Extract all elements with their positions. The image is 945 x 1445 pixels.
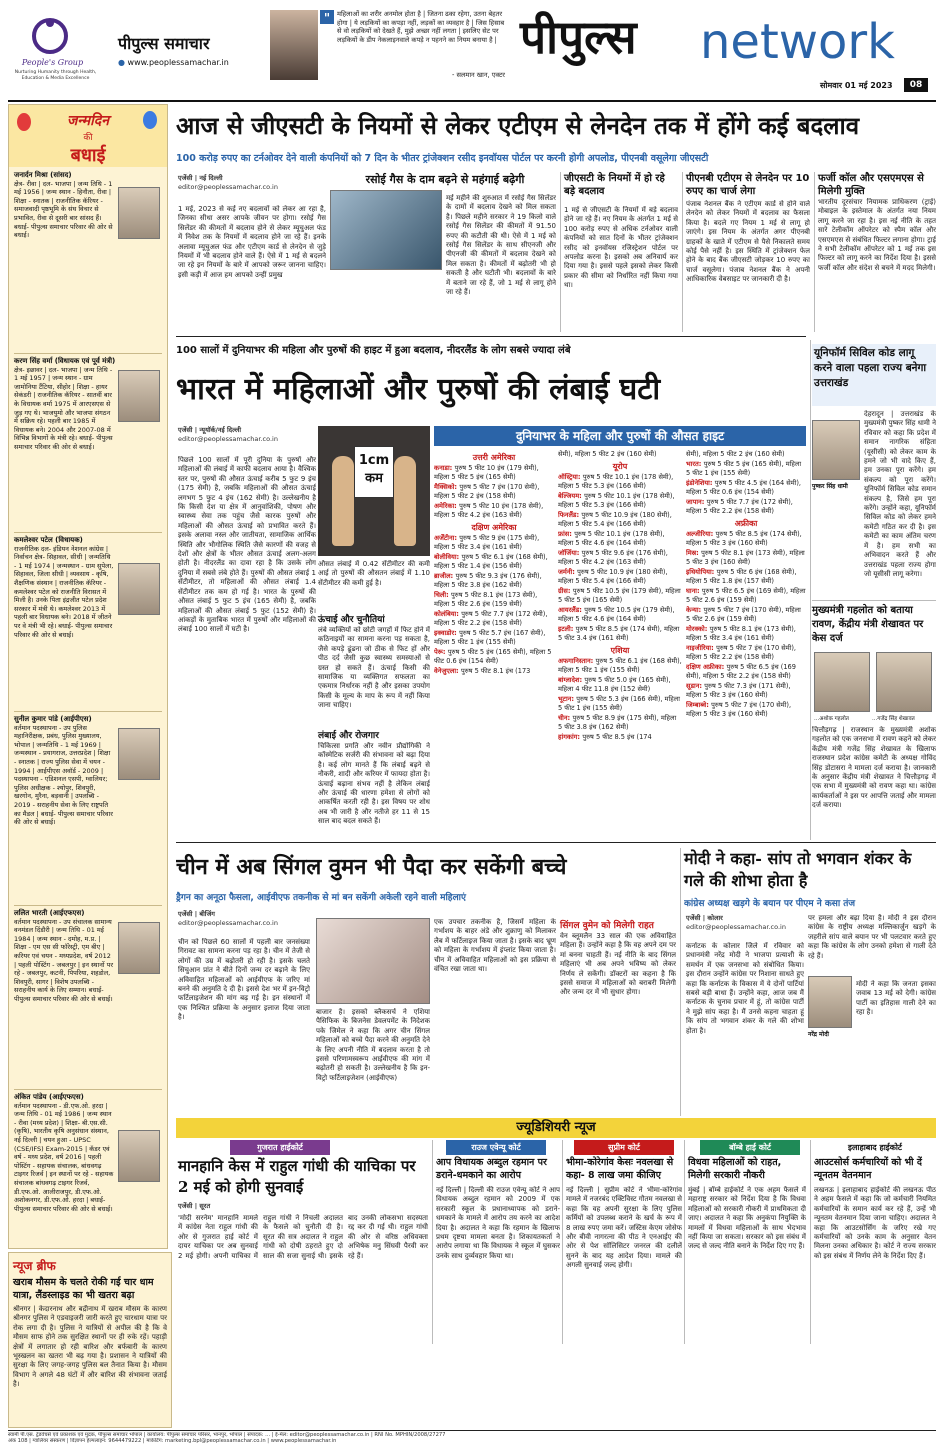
imprint-line-1: स्वामी पी.एस. ट्रेडवेंचर्स एवं प्रकाशक एवं मुद्रक, पीपुल्स समाचार भोपाल | कार्यालय: पीपुल्स समाचार परिसर, भानपुर, भोपाल | संपादक: ... | ई-मेल: editor@peoplessamachar.co.in | RNI No. MPHIN/2008/27277	[8, 1432, 446, 1438]
country-height-row	[686, 644, 806, 662]
country-name: केन्या:	[686, 606, 704, 614]
single-woman-headline: सिंगल वुमेन को मिलेगी राहत	[560, 921, 654, 931]
modi-body-1: कर्नाटक के कोलार जिले में रविवार को प्रधानमंत्री नरेंद्र मोदी ने भाजपा प्रत्याशी के समर्थन में एक जनसभा को संबोधित किया। इस दौरान उन्होंने कांग्रेस पर निशाना साधते हुए कहा कि कर्नाटक के विकास में ये दोनों पार्टियां सबसे बड़ी बाधा हैं। उन्होंने कहा, आज जब मैं कर्नाटक के चुनाव प्रचार में हूं, तो कांग्रेस पार्टी ने मुझे सांप कहा है। मैं उनसे कहना चाहता हूं कि सांप तो भगवान शंकर के गले की शोभा होता है।	[686, 942, 804, 1035]
region-heading: यूरोप	[612, 462, 628, 471]
country-height-values: पुरुष 5 फीट 6.1 इंच (168 सेमी), महिला 5 फीट 1 इंच (155 सेमी)	[558, 657, 682, 674]
country-height-row	[686, 568, 806, 586]
height-body-2: औसत लंबाई में 0.42 सेंटीमीटर की कमी आई तो पुरुषों की औसतन लंबाई में 1.10 सेंटीमीटर की कमी हुई है।	[318, 560, 430, 587]
country-height-values: पुरुष 5 फीट 7 इंच (170 सेमी), महिला 5 फीट 2.2 इंच (158 सेमी)	[686, 644, 797, 661]
gehlot-body: चित्तौड़गढ़ | राजस्थान के मुख्यमंत्री अशोक गहलोत को एक जनसभा में रावण कहने को लेकर केंद्रीय मंत्री गजेंद्र सिंह शेखावत के खिलाफ राजस्थान प्रदेश कांग्रेस कमेटी के अध्यक्ष गोविंद सिंह डोटासरा ने मामला दर्ज कराया है। जानकारी के अनुसार केंद्रीय मंत्री शेखावत ने चित्तौड़गढ़ में एक सभा में मुख्यमंत्री को रावण कहा था। कांग्रेस कार्यकर्ताओं ने इस पर आपत्ति जताई और मामला दर्ज कराया।	[812, 726, 936, 810]
country-height-values: पुरुष 5 फीट 8.1 इंच (173	[460, 667, 531, 675]
country-height-row	[434, 629, 554, 647]
modi-body-3: मोदी ने कहा कि जनता इसका जवाब 13 मई को देगी। कांग्रेस पार्टी का इतिहास गाली देने का रहा है।	[856, 980, 936, 1017]
region-heading: अफ्रीका	[734, 519, 758, 528]
birthday-header	[9, 105, 167, 167]
modi-byline-place: एजेंसी | कोलार	[686, 914, 723, 922]
country-height-values: पुरुष 5 फीट 10.5 इंच (179 सेमी), महिला 5 फीट 5 इंच (165 सेमी)	[558, 587, 681, 604]
fake-call-headline: फर्जी कॉल और एसएमएस से मिलेगी मुक्ति	[818, 173, 924, 197]
country-height-values: पुरुष 5 फीट 10 इंच (178 सेमी), महिला 5 फीट 4.2 इंच (163 सेमी)	[434, 502, 544, 519]
judiciary-banner-title: ज्यूडिशियरी न्यूज	[516, 1120, 596, 1135]
pnb-headline: पीएनबी एटीएम से लेनदेन पर 10 रुपए का चार्ज लेगा	[686, 173, 810, 197]
allahabad-headline: आउटसोर्स कर्मचारियों को भी दें न्यूनतम वेतनमान	[814, 1157, 922, 1181]
ucc-headline: यूनिफॉर्म सिविल कोड लागू करने वाला पहला राज्य बनेगा उत्तराखंड	[812, 344, 936, 406]
person-name: करण सिंह वर्मा (विधायक एवं पूर्व मंत्री)	[14, 357, 116, 365]
person-details: क्षेत्र- इछावर | दल- भाजपा | जन्म तिथि - 1 मई 1957 | जन्म स्थान - ग्राम जामोनिया टैंटिया, सीहोर | शिक्षा - हायर सेकंडरी | राजनीतिक कॅरियर - सातवीं बार के विधायक वर्मा 1975 में आरएसएस से जुड़ गए थे। भाजयुमो और भाजपा संगठन में सक्रिय रहे। पहली बार 1985 में विधायक बने। 2004 और 2007-08 में विभिन्न विभागों के मंत्री रहे। बधाई- पीपुल्स समाचार परिवार की ओर से बधाई।	[14, 365, 113, 451]
country-name: भारत:	[686, 460, 704, 468]
country-height-row	[558, 568, 682, 586]
country-height-row	[686, 549, 806, 567]
column-rule	[682, 172, 683, 332]
bombay-headline: विधवा महिलाओं को राहत, मिलेगी सरकारी नौकरी	[688, 1157, 782, 1181]
avg-height-col2	[558, 450, 682, 840]
news-brief-body: श्रीनगर | केदारनाथ और बद्रीनाथ में खराब मौसम के कारण श्रीनगर पुलिस ने एडवाइजरी जारी करते हुए चारधाम यात्रा पर रोक लगा दी है। पुलिस ने यात्रियों से अपील की है कि वे मौसम साफ होने तक सुरक्षित स्थानों पर ही रुके रहें। पहाड़ी क्षेत्रों में लगातार हो रही बारिश और बर्फबारी के कारण भूस्खलन का खतरा भी बढ़ गया है। प्रशासन ने यात्रियों की सुरक्षा के लिए जगह-जगह पुलिस बल तैनात किया है। मौसम विभाग ने अगले 48 घंटों में और बारिश की संभावना जताई है।	[13, 1305, 167, 1389]
balloon-icon	[17, 113, 31, 131]
person-photo	[118, 187, 160, 239]
country-height-values: पुरुष 5 फीट 8.1 इंच (173 सेमी), महिला 5 फीट 3 इंच (160 सेमी)	[686, 549, 805, 566]
country-name: जॉर्जिया:	[558, 549, 582, 557]
country-name: ब्राजील:	[434, 572, 456, 580]
atm-photo	[330, 190, 442, 270]
person-name: कमलेश्वर पटेल (विधायक)	[14, 536, 83, 544]
org-name: People's Group	[21, 58, 84, 67]
country-height-row	[686, 530, 806, 548]
china-body-2: बाजार है। इसको ब्लैकसर्च ने एशिया पैसिफिक के बिजनेस डेवलपमेंट के निदेशक पके जिमेल ने कहा कि अगर चीन सिंगल महिलाओं को बच्चे पैदा करने की अनुमति देने के लिए अपनी नीति में बदलाव करता है तो इससे परिणामस्वरूप आईवीएफ की मांग में बढ़ोतरी हो सकती है। उल्लेखनीय है कि इन-विट्रो फर्टिलाइजेशन (आईवीएफ)	[316, 1008, 430, 1082]
country-name: नाइजीरिया:	[686, 644, 717, 652]
country-height-row	[558, 473, 682, 491]
column-rule	[562, 1140, 563, 1344]
country-name: बांग्लादेश:	[558, 676, 585, 684]
china-byline	[178, 910, 328, 928]
person-details: क्षेत्र- रीवा | दल- भाजपा | जन्म तिथि - 1 मई 1956 | जन्म स्थान - हिनौता, रीवा | शिक्षा - स्नातक | राजनीतिक कॅरियर - समाजवादी पृष्ठभूमि के संघ विचार से प्रभावित, रीवा से दूसरी बार सांसद हैं। बधाई- पीपुल्स समाचार परिवार की ओर से बधाई।	[14, 179, 113, 240]
region-heading: उत्तरी अमेरिका	[472, 453, 516, 462]
lead-body-col1: 1 मई, 2023 से कई नए बदलावों को लेकर आ रहा है, जिनका सीधा असर आपके जीवन पर होगा। रसोई गैस सिलेंडर की कीमतों में बदलाव होने से लेकर म्यूचुअल फंड में निवेश तक के नियमों में बदलाव होने जा रहे हैं। इनके अलावा म्यूचुअल फंड और एटीएम कार्ड से लेनदेन से जुड़े नियमों में भी बदलाव होने वाले हैं। ऐसे में 1 मई से बदलने जा रहे इन नियमों के बारे में आपको जरूर जानना चाहिए। इसी कड़ी में आज हम आपको उन्हीं प्रमुख	[178, 205, 326, 279]
birthday-entry	[14, 532, 162, 707]
brand-hindi: पीपुल्स	[520, 10, 637, 64]
country-name: फ्रांस:	[558, 530, 575, 538]
country-height-row	[686, 606, 806, 624]
birthday-entry	[14, 905, 162, 1085]
height-kicker: 100 सालों में दुनियाभर की महिला और पुरुषों की हाइट में हुआ बदलाव, नीदरलैंड के लोग सबसे ज्यादा लंबे	[176, 345, 571, 356]
country-height-values: पुरुष 5 फीट 8.1 इंच (173 सेमी), महिला 5 फीट 2.6 इंच (159 सेमी)	[434, 591, 538, 608]
country-height-values: पुरुष 5 फीट 5 इंच (165 सेमी), महिला 5 फीट 1 इंच (155 सेमी)	[686, 460, 802, 477]
country-name: अमेरिका:	[434, 502, 460, 510]
person-photo	[118, 1130, 160, 1182]
brand-network: network	[700, 14, 895, 70]
news-brief-title: न्यूज ब्रीफ	[13, 1259, 56, 1273]
sc-tag: सुप्रीम कोर्ट	[574, 1140, 674, 1155]
column-rule	[432, 1140, 433, 1344]
country-height-values: पुरुष 5 फीट 4.5 इंच (164 सेमी), महिला 5 फीट 0.6 इंच (154 सेमी)	[686, 479, 802, 496]
country-height-row	[558, 733, 682, 742]
salman-khan-photo	[270, 10, 318, 80]
country-height-row	[558, 549, 682, 567]
china-byline-email: editor@peoplessamachar.co.in	[178, 919, 278, 927]
birthday-entry	[14, 1089, 162, 1249]
country-name: हांगकांग:	[558, 733, 583, 741]
country-height-values: पुरुष 5 फीट 5.0 इंच (165 सेमी), महिला 4 फीट 11.8 इंच (152 सेमी)	[558, 676, 671, 693]
silhouette-left-icon	[332, 456, 354, 546]
height-sub-2: लंबाई और रोजगार	[318, 731, 379, 741]
country-height-row	[558, 714, 682, 732]
gujarat-byline: एजेंसी | सूरत	[178, 1202, 211, 1210]
country-height-values: पुरुष 5 फीट 7.7 इंच (172 सेमी), महिला 5 फीट 2.2 इंच (158 सेमी)	[434, 610, 548, 627]
news-brief	[8, 1252, 172, 1428]
sc-headline: भीमा-कोरेगांव केसः नवलखा से कहा- 8 लाख जमा कीजिए	[566, 1157, 674, 1181]
country-height-values: पुरुष 5 फीट 6.1 इंच (168 सेमी), महिला 5 फीट 1.4 इंच (156 सेमी)	[434, 553, 548, 570]
shekhawat-photo	[876, 652, 932, 712]
balloon-icon-2	[143, 111, 157, 129]
masthead	[0, 0, 945, 100]
country-height-row	[558, 530, 682, 548]
paper-small-name: पीपुल्स समाचार	[118, 34, 210, 53]
china-byline-place: एजेंसी | बीजिंग	[178, 910, 215, 918]
modi-body-2: पर हमला और बढ़ा दिया है। मोदी ने इस दौरान कांग्रेस के राष्ट्रीय अध्यक्ष मल्लिकार्जुन खड़गे के जहरीले सांप वाले बयान पर भी पलटवार करते हुए कहा कि कांग्रेस के लोग उनको हमेशा से गाली देते रहे हैं।	[808, 914, 936, 960]
lead-byline-place: एजेंसी | नई दिल्ली	[178, 174, 223, 182]
country-height-row	[558, 625, 682, 643]
country-height-row	[686, 663, 806, 681]
height-body-4: चिकित्सा प्रगति और नवीन प्रौद्योगिकी ने कॉस्मेटिक सर्जरी की संभावना को बढ़ा दिया है। कई लोग मानते हैं कि लंबाई बढ़ने से नौकरी, शादी और करियर में फायदा होता है। ऊंचाई बढ़ाना संभव नहीं है लेकिन लंबाई और ऊंचाई की धारणा हमेशा से लोगों को आकर्षित करती रही है। इस विषय पर शोध अब भी जारी है और नतीजे हर 11 से 15 साल बाद बदल सकते हैं।	[318, 742, 430, 826]
country-name: अल्जीरिया:	[686, 530, 716, 538]
country-name: भूटान:	[558, 695, 577, 703]
country-name: अफगानिस्तान:	[558, 657, 596, 665]
country-height-row	[686, 587, 806, 605]
country-height-row	[434, 591, 554, 609]
lpg-headline: रसोई गैस के दाम बढ़ने से महंगाई बढ़ेगी	[365, 173, 525, 186]
country-name: जिम्बाब्वे:	[686, 701, 712, 709]
country-height-values: पुरुष 5 फीट 7 इंच (170 सेमी), महिला 5 फीट 3 इंच (160 सेमी)	[686, 701, 792, 718]
country-height-values: पुरुष 5 फीट 8.5 इंच (174	[582, 733, 652, 741]
country-name: चिली:	[434, 591, 452, 599]
modi-caption: नरेंद्र मोदी	[808, 1031, 829, 1038]
country-height-values: पुरुष 5 फीट 6.5 इंच (169 सेमी), महिला 5 फीट 2.6 इंच (159 सेमी)	[686, 587, 806, 604]
height-byline	[178, 426, 318, 444]
country-height-values: पुरुष 5 फीट 10.1 इंच (178 सेमी), महिला 5 फीट 5.3 इंच (166 सेमी)	[558, 492, 675, 509]
country-name: मिस्र:	[686, 549, 702, 557]
section-rule	[176, 336, 806, 337]
country-height-values: पुरुष 5 फीट 9.6 इंच (176 सेमी), महिला 5 फीट 4.2 इंच (163 सेमी)	[558, 549, 668, 566]
bombay-body: मुंबई | बॉम्बे हाईकोर्ट ने एक अहम फैसले में महाराष्ट्र सरकार को निर्देश दिया है कि विधवा महिलाओं को सरकारी नौकरी में प्राथमिकता दी जाए। अदालत ने कहा कि अनुकंपा नियुक्ति के मामलों में विधवा महिलाओं के साथ भेदभाव नहीं किया जा सकता। सरकार को इस संबंध में जल्द से जल्द नीति बनाने के निर्देश दिए गए हैं।	[688, 1186, 806, 1251]
country-height-row	[686, 479, 806, 497]
imprint-line-2: अंक 108 | ग्वालियर संस्करण | विज्ञापन हेल्पलाइन: 9644479222 | मार्केटिंग: marketing.bpl@peoplessamachar.co.in | www.peoplessamachar.in	[8, 1438, 337, 1444]
masthead-rule	[8, 100, 936, 102]
birthday-title-1: जन्मदिन	[66, 113, 110, 129]
country-name: सूडान:	[686, 682, 705, 690]
country-height-row	[558, 492, 682, 510]
country-height-values: पुरुष 5 फीट 6 इंच (168 सेमी), महिला 5 फीट 1.8 इंच (157 सेमी)	[686, 568, 797, 585]
country-height-row	[434, 534, 554, 552]
person-photo	[118, 728, 160, 780]
country-height-row	[558, 606, 682, 624]
country-height-values: पुरुष 5 फीट 10.9 इंच (180 सेमी), महिला 5 फीट 5.4 इंच (166 सेमी)	[558, 568, 668, 585]
country-height-values: पुरुष 5 फीट 5.3 इंच (166 सेमी), महिला 5 फीट 1 इंच (155 सेमी)	[558, 695, 680, 712]
person-details: राजनीतिक दल- इंडियन नेशनल कांग्रेस | निर्वाचन क्षेत्र- सिहावल, सीधी | जन्मतिथि - 1 मई 1974 | जन्मस्थान - ग्राम सुपेला, सिहावल, जिला सीधी | व्यवसाय - कृषि, शैक्षणिक संस्थान | राजनीतिक कॅरियर - कमलेश्वर पटेल को राजनीति विरासत में मिली है। उनके पिता इंद्रजीत पटेल प्रदेश सरकार में मंत्री थे। कमलेश्वर 2013 में पहली बार विधायक बने। 2018 में जीतने पर वे मंत्री भी रहे। बधाई- पीपुल्स समाचार परिवार की ओर से बधाई।	[14, 544, 114, 639]
birthday-list	[9, 167, 167, 1249]
region-heading: दक्षिण अमेरिका	[471, 523, 517, 532]
country-height-row	[558, 657, 682, 675]
country-height-row	[434, 502, 554, 520]
country-height-values: सेमी), महिला 5 फीट 2 इंच (160 सेमी)	[686, 450, 785, 458]
country-name: जर्मनी:	[558, 568, 578, 576]
person-name: जनार्दन मिश्रा (सांसद)	[14, 171, 72, 179]
section-rule	[176, 842, 936, 843]
column-rule	[560, 172, 561, 332]
country-height-row	[434, 553, 554, 571]
height-body-3: लंबे व्यक्तियों को छोटी जगहों में फिट होने में कठिनाइयों का सामना करना पड़ सकता है, जैसे कपड़े ढूंढना जो ठीक से फिट हों और पीठ दर्द जैसी कुछ स्वास्थ्य समस्याओं से ग्रस्त हो सकते हैं। ऊंचाई किसी की सामाजिक या व्यक्तिगत सफलता का एकमात्र निर्धारक नहीं है और इसका उपयोग किसी के मूल्य के माप के रूप में नहीं किया जाना चाहिए।	[318, 626, 430, 710]
birthday-entry	[14, 353, 162, 528]
height-tag	[354, 446, 394, 498]
news-brief-headline: खराब मौसम के चलते रोकी गई चार धाम यात्रा, लैंडस्लाइड का भी खतरा बढ़ा	[13, 1277, 154, 1301]
avg-height-col1	[434, 450, 554, 840]
country-height-row	[434, 483, 554, 501]
sc-body: नई दिल्ली | सुप्रीम कोर्ट ने भीमा-कोरेगांव मामले में नजरबंद एक्टिविस्ट गौतम नवलखा से कहा कि वह अपनी सुरक्षा के लिए पुलिस कर्मियों को उपलब्ध कराने के खर्च के रूप में 8 लाख रुपए जमा करें। जस्टिस केएम जोसेफ और बीवी नागरत्ना की पीठ ने एनआईए की ओर से पेश सॉलिसिटर जनरल की दलीलें सुनने के बाद यह आदेश दिया। मामले की अगली सुनवाई जल्द होगी।	[566, 1186, 682, 1270]
gehlot-photo	[814, 652, 870, 712]
country-height-row	[434, 610, 554, 628]
celebrity-quote: महिलाओं का शरीर अनमोल होता है | जितना ढका रहेगा, उतना बेहतर होगा | ये लड़कियों का कपड़ा नहीं, लड़कों का व्यवहार है | जिस हिसाब से वो लड़कियों को देखते हैं, मुझे अच्छा नहीं लगता | इसलिए सेट पर लड़कियों के डीप नेकलाइनवाले कपड़े न पहनने का नियम बनाया है |	[337, 10, 505, 44]
country-name: घाना:	[686, 587, 702, 595]
country-name: इथियोपिया:	[686, 568, 717, 576]
country-height-values: पुरुष 5 फीट 8.9 इंच (175 सेमी), महिला 5 फीट 3.8 इंच (162 सेमी)	[558, 714, 677, 731]
country-height-row	[686, 701, 806, 719]
country-name: बोलीविया:	[434, 553, 462, 561]
quote-attribution: - सलमान खान, एक्टर	[451, 71, 505, 79]
country-height-values: पुरुष 5 फीट 5.7 इंच (167 सेमी), महिला 5 फीट 1 इंच (155 सेमी)	[434, 629, 546, 646]
person-details: वर्तमान पदस्थापना - डी.एफ.ओ. हरदा | जन्म तिथि - 01 मई 1986 | जन्म स्थान - रीवा (मध्य प्रदेश) | शिक्षा- बी.एस.सी. (कृषि), भारतीय कृषि अनुसंधान संस्थान, नई दिल्ली | चयन हुआ - UPSC (CSE/IFS) Exam-2015 | कॅडर एवं वर्ष - मध्य प्रदेश, वर्ष 2016 | पहली पोस्टिंग - सहायक संचालक, बांधवगढ़ टाइगर रिजर्व | इन स्थानों पर रहे - सहायक संचालक बांधवगढ़ टाइगर रिजर्व, डी.एफ.ओ. आलीराजपुर, डी.एफ.ओ. अशोकनगर, डी.एफ.ओ. हरदा | बधाई- पीपुल्स समाचार परिवार की ओर से बधाई।	[14, 1101, 114, 1213]
country-name: इक्वाडोर:	[434, 629, 460, 637]
paper-url	[118, 58, 268, 67]
column-rule	[684, 1140, 685, 1344]
section-rule	[812, 600, 936, 601]
person-photo	[118, 922, 160, 974]
country-height-row	[686, 450, 806, 459]
country-height-row	[686, 682, 806, 700]
country-height-row	[434, 648, 554, 666]
china-body-4: वेन ब्लूमलैन 33 साल की एक अविवाहित महिला हैं। उन्होंने कहा है कि वह अपने दम पर मां बनना चाहती हैं। नई नीति के बाद सिंगल महिलाएं भी अब अपने भविष्य को लेकर निर्णय ले सकेंगी। डॉक्टरों का कहना है कि इससे समाज में महिलाओं को बराबरी मिलेगी और जन्म दर में भी सुधार होगा।	[560, 932, 676, 997]
judiciary-banner	[176, 1118, 936, 1138]
person-photo	[118, 563, 160, 615]
china-headline: चीन में अब सिंगल वुमन भी पैदा कर सकेंगी बच्चे	[176, 854, 567, 880]
dhami-photo	[812, 420, 860, 480]
country-name: ऑस्ट्रिया:	[558, 473, 583, 481]
height-sub-1: ऊंचाई और चुनौतियां	[318, 615, 385, 625]
bombay-tag: बॉम्बे हाई कोर्ट	[700, 1140, 800, 1155]
gst-headline: जीएसटी के नियमों में हो रहे बड़े बदलाव	[564, 173, 665, 197]
china-subhead: ड्रैगन का अनूठा फैसला, आईवीएफ तकनीक से मां बन सकेंगी अकेली रहने वाली महिलाएं	[176, 893, 466, 903]
person-name: अंकित पांडेय (आईएफएस)	[14, 1093, 84, 1101]
height-body-1: पिछले 100 सालों में पूरी दुनिया के पुरुषों और महिलाओं की लंबाई में काफी बदलाव आया है। वैश्विक स्तर पर, पुरुषों की औसत ऊंचाई करीब 5 फुट 9 इंच (175 सेमी) है, जबकि महिलाओं की औसत ऊंचाई लगभग 5 फुट 4 इंच (162 सेमी) है। उल्लेखनीय है कि किसी देश या क्षेत्र में आनुवांशिकी, पोषण और स्वास्थ्य सेवा तक पहुंच जैसे कारक पुरुषों और महिलाओं की औसत ऊंचाई को प्रभावित करते हैं। इसके अलावा नस्ल और जातीयता, सामाजिक आर्थिक स्थिति और भौगोलिक स्थिति जैसे कारणों की वजह से देशों और क्षेत्रों के भीतर औसत ऊंचाई अलग-अलग होती है। नीदरलैंड का दावा रहा है कि उसके लोग दुनिया में सबसे लंबे होते हैं। पुरुषों की औसत लंबाई 1 सेंटीमीटर, तो महिलाओं की औसत लंबाई 1.4 सेंटीमीटर तक कम हो गई है। भारत के पुरुषों की औसत लंबाई 5 फुट 5 इंच (165 सेमी) है, जबकि महिलाओं की औसत लंबाई 5 फुट (152 सेमी) है। आंकड़ों के मुताबिक भारत में पुरुषों और महिलाओं की लंबाई 100 सालों में घटी है।	[178, 456, 316, 634]
modi-byline	[686, 914, 804, 932]
country-height-row	[558, 676, 682, 694]
country-height-values: पुरुष 5 फीट 10.1 इंच (178 सेमी), महिला 5 फीट 5.3 इंच (166 सेमी)	[558, 473, 674, 490]
country-height-values: पुरुष 5 फीट 8.1 इंच (173 सेमी), महिला 5 फीट 3.4 इंच (161 सेमी)	[686, 625, 796, 642]
ucc-body: देहरादून | उत्तराखंड के मुख्यमंत्री पुष्कर सिंह धामी ने रविवार को कहा कि प्रदेश में समान नागरिक संहिता (यूसीसी) को लेकर काम के हमने जो भी वादे किए हैं, हम उनका पूरा करेंगे। हम संकल्प को पूरा करेंगे। यूनिफॉर्म सिविल कोड समान संकल्प है, जिसे हम पूरा करेंगे। उन्होंने कहा, यूनिफॉर्म सिविल कोड को लेकर हमने कमेटी गठित कर दी है। इस कमेटी का काम अंतिम चरण में है। हम सभी का अभिवादन करते हैं और उत्तराखंड पहला राज्य होगा जो यूसीसी लागू करेगा।	[864, 410, 936, 578]
allahabad-tag: इलाहाबाद हाईकोर्ट	[848, 1143, 902, 1152]
height-headline: भारत में महिलाओं और पुरुषों की लंबाई घटी	[176, 372, 661, 407]
paper-url-text: www.peoplessamachar.in	[127, 58, 229, 67]
gst-body: 1 मई से जीएसटी के नियमों में बड़े बदलाव होने जा रहे हैं। नए नियम के अंतर्गत 1 मई से 100 करोड़ रुपए से अधिक टर्नओवर वाली कंपनियों को सात दिनों के भीतर ट्रांजेक्शन रसीद को इनवॉयस रजिस्ट्रेशन पोर्टल पर अपलोड करना है। इसको अब अनिवार्य कर दिया गया है। इससे पहले इसको लेकर किसी प्रकार की सीमा को निर्धारित नहीं किया गया था।	[564, 206, 678, 290]
china-body-1: चीन को पिछले 60 सालों में पहली बार जनसंख्या गिरावट का सामना करना पड़ रहा है। चीन में तेजी से लोगों की उम्र में बढ़ोतरी हो रही है। इसके चलते सिचुआन प्रांत ने बीते दिनों जन्म दर बढ़ाने के लिए अविवाहित महिलाओं को आईवीएफ के जरिए मां बनने की अनुमति दे दी है। इससे देश भर में इन-विट्रो फर्टिलाइजेशन की मांग बढ़ गई है। इन संस्थानों में एक निश्चित प्रक्रिया के अनुसार इलाज दिया जाता है।	[178, 938, 310, 1022]
country-height-values: सेमी), महिला 5 फीट 2 इंच (160 सेमी)	[558, 450, 657, 458]
birthday-entry	[14, 711, 162, 901]
country-name: इंडोनेशिया:	[686, 479, 715, 487]
delhi-headline: आप विधायक अब्दुल रहमान पर डराने-धमकाने का आरोप	[436, 1157, 547, 1181]
height-image	[318, 426, 430, 556]
country-name: कनाडा:	[434, 464, 455, 472]
country-height-row	[686, 625, 806, 643]
country-height-row	[558, 587, 682, 605]
birthday-entry	[14, 171, 162, 349]
country-name: अर्जेंटीना:	[434, 534, 460, 542]
country-name: ग्रीस:	[558, 587, 573, 595]
country-height-values: पुरुष 5 फीट 8.5 इंच (174 सेमी), महिला 5 फीट 3.4 इंच (161 सेमी)	[558, 625, 680, 642]
lead-byline	[178, 174, 328, 192]
gujarat-headline: मानहानि केस में राहुल गांधी की याचिका पर 2 मई को होगी सुनवाई	[178, 1157, 416, 1196]
modi-subhead: कांग्रेस अध्यक्ष खड़गे के बयान पर पीएम ने कसा तंज	[684, 899, 856, 909]
page-number: 08	[904, 78, 928, 92]
country-height-values: पुरुष 5 फीट 7 इंच (170 सेमी), महिला 5 फीट 2 इंच (158 सेमी)	[434, 483, 540, 500]
country-height-values: पुरुष 5 फीट 5 इंच (165 सेमी), महिला 5 फीट 0.6 इंच (154 सेमी)	[434, 648, 552, 665]
peoples-group-logo	[30, 16, 70, 56]
issue-date: सोमवार 01 मई 2023	[820, 81, 893, 90]
country-name: जापान:	[686, 498, 707, 506]
allahabad-body: लखनऊ | इलाहाबाद हाईकोर्ट की लखनऊ पीठ ने अहम फैसले में कहा कि जो कर्मचारी नियमित कर्मचारियों के समान कार्य कर रहे हैं, उन्हें भी न्यूनतम वेतनमान दिया जाना चाहिए। अदालत ने कहा कि आउटसोर्सिंग के जरिए रखे गए कर्मचारियों को उनके काम के अनुसार वेतन मिलना उनका अधिकार है। कोर्ट ने राज्य सरकार को इस संबंध में निर्णय लेने के निर्देश दिए हैं।	[814, 1186, 936, 1260]
modi-byline-email: editor@peoplessamachar.co.in	[686, 923, 786, 931]
lead-subhead: 100 करोड़ रुपए का टर्नओवर देने वाली कंपनियों को 7 दिन के भीतर ट्रांजेक्शन रसीद इनवॉयस पोर्टल पर करनी होगी अपलोड, पीएनबी वसूलेगा जीएसटी	[176, 153, 709, 164]
delhi-tag: राउज एवेन्यू कोर्ट	[446, 1140, 546, 1155]
country-name: दक्षिण अफ्रीका:	[686, 663, 727, 671]
globe-icon: ●	[118, 58, 125, 67]
gehlot-headline: मुख्यमंत्री गहलोत को बताया रावण, केंद्रीय मंत्री शेखावत पर केस दर्ज	[812, 605, 924, 644]
lpg-body: मई महीने की शुरुआत में रसोई गैस सिलेंडर के दामों में बदलाव देखने को मिल सकता है। पिछले महीने सरकार ने 19 किलो वाले रसोई गैस सिलेंडर की कीमतों में 91.50 रुपए की कटौती की थी। ऐसे में 1 मई को रसोई गैस सिलेंडर के साथ सीएनजी और पीएनजी की कीमतों में बदलाव देखने को मिल सकता है। कीमतों में बढ़ोतरी भी हो सकती है और घटौती भी। बदलावों के बारे में बताने जा रहे हैं, जो 1 मई से लागू होने जा रहे हैं।	[446, 194, 556, 297]
china-body-3: एक उपचार तकनीक है, जिसमें महिला के गर्भाशय के बाहर अंडे और शुक्राणु को मिलाकर लैब में फर्टिलाइज किया जाता है। इसके बाद भ्रूण को महिला के गर्भाशय में इंप्लांट किया जाता है। चीन में अविवाहित महिलाओं को इस प्रक्रिया से वंचित रखा जाता था।	[434, 918, 556, 974]
org-tagline: Nurturing Humanity through Health, Education & Media Excellence	[14, 70, 97, 81]
modi-headline: मोदी ने कहा- सांप तो भगवान शंकर के गले की शोभा होता है	[684, 849, 912, 890]
paper-small-logo	[118, 32, 268, 67]
country-height-row	[434, 572, 554, 590]
country-height-values: पुरुष 5 फीट 8.5 इंच (174 सेमी), महिला 5 फीट 3 इंच (160 सेमी)	[686, 530, 802, 547]
avg-height-title: दुनियाभर के महिला और पुरुषों की औसत हाइट	[434, 426, 806, 446]
country-height-values: पुरुष 5 फीट 10.9 इंच (180 सेमी), महिला 5 फीट 5.4 इंच (166 सेमी)	[558, 511, 672, 528]
birthday-sidebar	[8, 104, 168, 1249]
country-name: वेनेजुएला:	[434, 667, 461, 675]
height-tag-value: 1cm	[358, 453, 390, 468]
country-height-row	[686, 498, 806, 516]
country-height-values: पुरुष 5 फीट 7.3 इंच (171 सेमी), महिला 5 फीट 3 इंच (160 सेमी)	[686, 682, 791, 699]
pnb-body: पंजाब नेशनल बैंक ने एटीएम कार्ड से होने वाले लेनदेन को लेकर नियमों में बदलाव का फैसला किया है। बदले गए नियम 1 मई से लागू हो जाएंगे। इस नियम के अंतर्गत अगर पीएनबी ग्राहकों के खाते में एटीएम से पैसे निकालते समय कोई पैसे नहीं है। इस स्थिति में ट्रांजेक्शन फेल होने के बाद बैंक जीएसटी जोड़कर 10 रुपए का चार्ज वसूलेगा। पंजाब नेशनल बैंक ने अपनी आधिकारिक वेबसाइट पर जानकारी दी है।	[686, 200, 810, 284]
country-height-row	[434, 667, 554, 676]
country-height-values: पुरुष 5 फीट 9 इंच (175 सेमी), महिला 5 फीट 3.4 इंच (161 सेमी)	[434, 534, 540, 551]
column-rule	[814, 172, 815, 332]
gehlot-caption: ...अशोक गहलोत	[814, 716, 849, 722]
delhi-body: नई दिल्ली | दिल्ली की राउज एवेन्यू कोर्ट ने आप विधायक अब्दुल रहमान को 2009 में एक सरकारी स्कूल के प्रधानाध्यापक को डराने-धमकाने के मामले में आरोप तय करने का आदेश दिया है। अदालत ने कहा कि रहमान के खिलाफ प्रथम दृष्टया मामला बनता है। शिकायतकर्ता ने आरोप लगाया था कि विधायक ने स्कूल में घुसकर उनके साथ दुर्व्यवहार किया था।	[436, 1186, 560, 1260]
country-height-values: पुरुष 5 फीट 6.5 इंच (169 सेमी), महिला 5 फीट 2.2 इंच (158 सेमी)	[686, 663, 796, 680]
quote-mark-icon: "	[320, 10, 334, 24]
modi-photo	[808, 976, 852, 1028]
height-tag-label: कम	[365, 471, 383, 486]
country-name: मोरक्को:	[686, 625, 710, 633]
country-name: इटली:	[558, 625, 576, 633]
person-name: ललित भारती (आईएफएस)	[14, 909, 85, 917]
ivf-photo	[316, 918, 430, 1004]
country-height-row	[558, 450, 682, 459]
silhouette-right-icon	[394, 456, 416, 546]
country-height-values: पुरुष 5 फीट 7.7 इंच (172 सेमी), महिला 5 फीट 2.2 इंच (158 सेमी)	[686, 498, 793, 515]
gujarat-tag: गुजरात हाईकोर्ट	[230, 1140, 330, 1155]
country-name: बेल्जियम:	[558, 492, 585, 500]
fake-call-body: भारतीय दूरसंचार नियामक प्राधिकरण (ट्राई) मोबाइल के इस्तेमाल के अंतर्गत नया नियम लागू करने जा रहा है। इस नई नीति के तहत सारे टेलीकॉम ऑपरेटर को स्पैम कॉल और एसएमएस से संबंधित फिल्टर लगाना होगा। ट्राई ने सभी टेलीकॉम ऑपरेटर को 1 मई तक इस फिल्टर को लागू करने का निर्देश दिया है। इससे फर्जी कॉल और संदेश से बचने में मदद मिलेगी।	[818, 198, 936, 272]
country-height-values: पुरुष 5 फीट 10.5 इंच (179 सेमी), महिला 5 फीट 4.6 इंच (164 सेमी)	[558, 606, 675, 623]
country-name: पेरू:	[434, 648, 448, 656]
dhami-caption: पुष्कर सिंह धामी	[812, 483, 848, 490]
shekhawat-caption: ...गजेंद्र सिंह शेखावत	[872, 716, 915, 722]
region-heading: एशिया	[610, 646, 630, 655]
country-height-row	[558, 511, 682, 529]
column-rule	[810, 340, 811, 840]
country-height-values: पुरुष 5 फीट 7 इंच (170 सेमी), महिला 5 फीट 2.6 इंच (159 सेमी)	[686, 606, 801, 623]
country-height-row	[434, 464, 554, 482]
column-rule	[810, 1140, 811, 1344]
country-height-values: पुरुष 5 फीट 10 इंच (179 सेमी), महिला 5 फीट 5 इंच (165 सेमी)	[434, 464, 539, 481]
height-byline-email: editor@peoplessamachar.co.in	[178, 435, 278, 443]
avg-height-col3	[686, 450, 806, 840]
country-height-values: पुरुष 5 फीट 10.1 इंच (178 सेमी), महिला 5 फीट 4.6 इंच (164 सेमी)	[558, 530, 665, 547]
person-photo	[118, 370, 160, 422]
country-name: कोलंबिया:	[434, 610, 462, 618]
country-height-values: पुरुष 5 फीट 9.3 इंच (176 सेमी), महिला 5 फीट 3.8 इंच (162 सेमी)	[434, 572, 542, 589]
birthday-title-3: बधाई	[70, 145, 106, 166]
lead-byline-email: editor@peoplessamachar.co.in	[178, 183, 278, 191]
birthday-title-2: की	[83, 133, 93, 143]
country-name: चीन:	[558, 714, 573, 722]
country-name: फिनलैंड:	[558, 511, 582, 519]
gujarat-body: 'मोदी सरनेम' मानहानि मामले में कांग्रेस नेता राहुल गांधी की ओर से गुजरात हाई कोर्ट में दायर याचिका पर अब सुनवाई 2 मई होगी। अपनी याचिका में राहुल गांधी ने निचली अदालत के फैसले को चुनौती दी है। सूरत की सत्र अदालत ने राहुल गांधी को दोषी ठहराते हुए दो साल की सजा सुनाई थी। इसके बाद उनकी लोकसभा सदस्यता रद्द कर दी गई थी। राहुल गांधी की ओर से वरिष्ठ अधिवक्ता अभिषेक मनु सिंघवी पैरवी कर रहे हैं।	[178, 1214, 428, 1260]
person-details: वर्तमान पदस्थापना - उप संचालक सामान्य वनमंडल दिंडौरी | जन्म तिथि - 01 मई 1984 | जन्म स्थान - दमोह, म.प्र. | शिक्षा - एम एस सी फॉरेस्ट्री, एम बीए | करियर एवं चयन - मध्यप्रदेश, वर्ष 2012 | पहली पोस्टिंग - जबलपुर | इन स्थानों पर रहे - जबलपुर, कटनी, पिपरिया, शहडोल, शिवपुरी, सागर | विशेष उपलब्धि - सराहनीय कार्य के लिए सम्मान। बधाई- पीपुल्स समाचार परिवार की ओर से बधाई।	[14, 917, 113, 1003]
lead-headline: आज से जीएसटी के नियमों से लेकर एटीएम से लेनदेन तक में होंगे कई बदलाव	[176, 111, 860, 140]
country-name: मैक्सिको:	[434, 483, 460, 491]
person-details: वर्तमान पदस्थापना - उप पुलिस महानिरीक्षक, प्रबंध, पुलिस मुख्यालय, भोपाल | जन्मतिथि - 1 मई 1969 | जन्मस्थान - प्रयागराज, उत्तरप्रदेश | शिक्षा - स्नातक | राज्य पुलिस सेवा में चयन - 1994 | आईपीएस अवॉर्ड - 2009 | पदस्थापना - एडिशनल एसपी, ग्वालियर; पुलिस अधीक्षक - श्योपुर, शिवपुरी, खरगोन, मुरैना, बड़वानी | उपलब्धि - 2019 - सराहनीय सेवा के लिए राष्ट्रपति का मैडल | बधाई- पीपुल्स समाचार परिवार की ओर से बधाई।	[14, 723, 113, 827]
country-height-row	[686, 460, 806, 478]
height-byline-place: एजेंसी | न्यूयॉर्क/नई दिल्ली	[178, 426, 242, 434]
country-name: आयरलैंड:	[558, 606, 585, 614]
country-height-row	[558, 695, 682, 713]
footer-rule	[8, 1430, 936, 1431]
person-name: सुनील कुमार पांडे (आईपीएस)	[14, 715, 92, 723]
column-rule	[680, 848, 681, 1116]
